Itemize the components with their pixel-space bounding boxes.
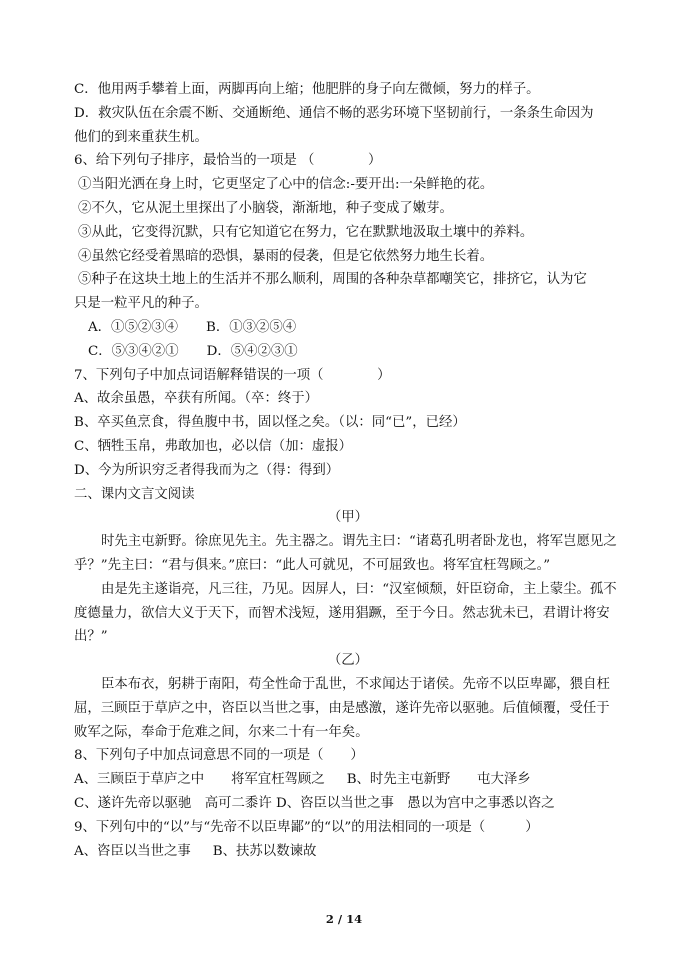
q6-option-a: A．①⑤②③④ xyxy=(88,319,179,335)
question-7: 7、下列句子中加点词语解释错误的一项（ ） xyxy=(74,367,391,383)
q7-option-b: B、卒买鱼烹食，得鱼腹中书，固以怪之矣。（以：同“已”，已经） xyxy=(74,415,466,431)
question-6: 6、给下列句子排序，最恰当的一项是 （ ） xyxy=(74,153,382,169)
passage-jia-paragraph-1: 时先主屯新野。徐庶见先主。先主器之。谓先主曰：“诸葛孔明者卧龙也，将军岂愿见之乎？”先主曰：“君与俱来。”庶曰：“此人可就见，不可屈致也。将军宜枉驾顾之。” xyxy=(74,534,617,573)
section-2-heading: 二、课内文言文阅读 xyxy=(74,486,195,502)
page-number: 2 / 14 xyxy=(325,912,363,926)
passage-yi-title: （乙） xyxy=(327,653,369,669)
q8-options-cd xyxy=(74,792,622,816)
q8-option-a: A、三顾臣于草庐之中 将军宜枉驾顾之 xyxy=(74,772,325,788)
q6-option-b: B．①③②⑤④ xyxy=(206,319,297,335)
q6-options-cd xyxy=(74,340,622,364)
q6-option-c: C．⑤③④②① xyxy=(88,343,179,359)
q5-option-d-line2: 他们的到来重获生机。 xyxy=(74,129,208,145)
sentence-4: ④虽然它经受着黑暗的恐惧，暴雨的侵袭，但是它依然努力地生长着。 xyxy=(78,248,494,264)
q5-option-d-line1: D．救灾队伍在余震不断、交通断绝、通信不畅的恶劣环境下坚韧前行，一条条生命因为 xyxy=(74,105,594,121)
passage-jia-paragraph-2: 由是先主遂诣亮，凡三往，乃见。因屏人，曰：“汉室倾颓，奸臣窃命，主上蒙尘。孤不度德量力，欲信大义于天下，而智术浅短，遂用猖蹶，至于今日。然志犹未已，君谓计将安出？” xyxy=(74,581,617,645)
q7-option-d: D、今为所识穷乏者得我而为之（得：得到） xyxy=(74,462,340,478)
q9-option-b: B、扶苏以数谏故 xyxy=(212,843,317,859)
question-8: 8、下列句子中加点词意思不同的一项是（ ） xyxy=(74,748,364,764)
q6-options-ab xyxy=(74,316,622,340)
passage-jia-title: （甲） xyxy=(327,510,369,526)
q9-options-ab xyxy=(74,840,622,864)
q9-option-a: A、咨臣以当世之事 xyxy=(74,843,191,859)
passage-yi-paragraph: 臣本布衣，躬耕于南阳，苟全性命于乱世，不求闻达于诸侯。先帝不以臣卑鄙，猥自枉屈，三顾臣于草庐之中，咨臣以当世之事，由是感激，遂许先帝以驱驰。后值倾覆，受任于败军之际，奉命于危难之间，尔来二十有一年矣。 xyxy=(74,676,610,740)
sentence-3: ③从此，它变得沉默，只有它知道它在努力，它在默默地汲取土壤中的养料。 xyxy=(78,224,534,240)
q8-option-c: C、遂许先帝以驱驰 高可二黍许 xyxy=(74,795,272,811)
q7-option-a: A、故余虽愚，卒获有所闻。（卒：终于） xyxy=(74,391,319,407)
sentence-1: ①当阳光洒在身上时，它更坚定了心中的信念:-要开出:一朵鲜艳的花。 xyxy=(78,177,494,193)
q8-options-ab xyxy=(74,768,622,792)
sentence-2: ②不久，它从泥土里探出了小脑袋，渐渐地，种子变成了嫩芽。 xyxy=(78,200,453,216)
q5-option-c: C．他用两手攀着上面，两脚再向上缩；他肥胖的身子向左微倾，努力的样子。 xyxy=(74,82,540,97)
page-content xyxy=(74,78,622,863)
sentence-5-line2: 只是一粒平凡的种子。 xyxy=(74,296,208,312)
sentence-5-line1: ⑤种子在这块土地上的生活并不那么顺利，周围的各种杂草都嘲笑它，排挤它，认为它 xyxy=(78,272,587,288)
q7-option-c: C、牺牲玉帛，弗敢加也，必以信（加：虚报） xyxy=(74,438,353,454)
question-9: 9、下列句中的“以”与“先帝不以臣卑鄙”的“以”的用法相同的一项是（ ） xyxy=(74,819,539,835)
q8-option-b: B、时先主屯新野 屯大泽乡 xyxy=(346,772,531,788)
q6-option-d: D．⑤④②③① xyxy=(206,343,298,359)
q8-option-d: D、咨臣以当世之事 愚以为宫中之事悉以咨之 xyxy=(275,795,555,811)
